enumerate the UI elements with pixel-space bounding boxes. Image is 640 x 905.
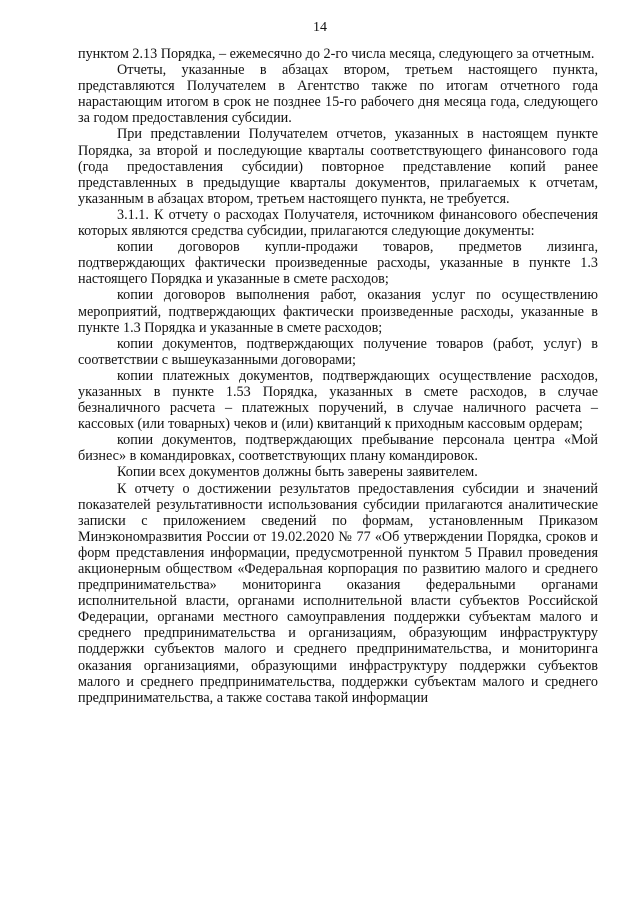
paragraph-6: копии договоров выполнения работ, оказания услуг по осуществлению мероприятий, подтверждающих фактически произведенные расходы, указанные в пункте 1.3 Порядка и указанные в смете расходов; <box>78 287 598 336</box>
paragraph-2: Отчеты, указанные в абзацах втором, третьем настоящего пункта, представляются Получателем в Агентство также по итогам отчетного года нарастающим итогом в срок не позднее 15-го рабочего дня месяца года, следующего за годом предоставления субсидии. <box>78 62 598 127</box>
paragraph-11: К отчету о достижении результатов предоставления субсидии и значений показателей результативности использования субсидии прилагаются аналитические записки с приложением сведений по формам, установленным Приказом Минэкономразвития России от 19.02.2020 № 77 «Об утверждении Порядка, сроков и форм представления информации, предусмотренной пунктом 5 Правил проведения акционерным обществом «Федеральная корпорация по развитию малого и среднего предпринимательства» мониторинга оказания федеральными органами исполнительной власти, органами исполнительной власти субъектов Российской Федерации, органами местного самоуправления поддержки субъектам малого и среднего предпринимательства и организациям, образующим инфраструктуру поддержки субъектов малого и среднего предпринимательства, и мониторинга оказания организациями, образующими инфраструктуру поддержки субъектов малого и среднего предпринимательства, поддержки субъектам малого и среднего предпринимательства, а также состава такой информации <box>78 480 598 706</box>
paragraph-9: копии документов, подтверждающих пребывание персонала центра «Мой бизнес» в командировках, соответствующих плану командировок. <box>78 432 598 465</box>
paragraph-5: копии договоров купли-продажи товаров, предметов лизинга, подтверждающих фактически произведенные расходы, указанные в пункте 1.3 настоящего Порядка и указанные в смете расходов; <box>78 239 598 288</box>
page-number: 14 <box>313 20 327 35</box>
paragraph-8: копии платежных документов, подтверждающих осуществление расходов, указанных в пункте 1.53 Порядка, указанных в смете расходов, в случае безналичного расчета – платежных поручений, в случае наличного расчета – кассовых (или товарных) чеков и (или) квитанций к приходным кассовым ордерам; <box>78 367 598 433</box>
paragraph-4: 3.1.1. К отчету о расходах Получателя, источником финансового обеспечения которых являются средства субсидии, прилагаются следующие документы: <box>78 206 598 240</box>
document-body <box>78 46 598 706</box>
paragraph-3: При представлении Получателем отчетов, указанных в настоящем пункте Порядка, за второй и последующие кварталы соответствующего финансового года (года предоставления субсидии) повторное представление копий ранее представленных в предыдущие кварталы документов, прилагаемых к отчетам, указанным в абзацах втором, третьем настоящего пункта, не требуется. <box>78 126 598 207</box>
paragraph-10: Копии всех документов должны быть заверены заявителем. <box>117 464 478 481</box>
paragraph-1: пунктом 2.13 Порядка, – ежемесячно до 2-го числа месяца, следующего за отчетным. <box>78 46 595 62</box>
paragraph-7: копии документов, подтверждающих получение товаров (работ, услуг) в соответствии с вышеуказанными договорами; <box>78 335 598 368</box>
